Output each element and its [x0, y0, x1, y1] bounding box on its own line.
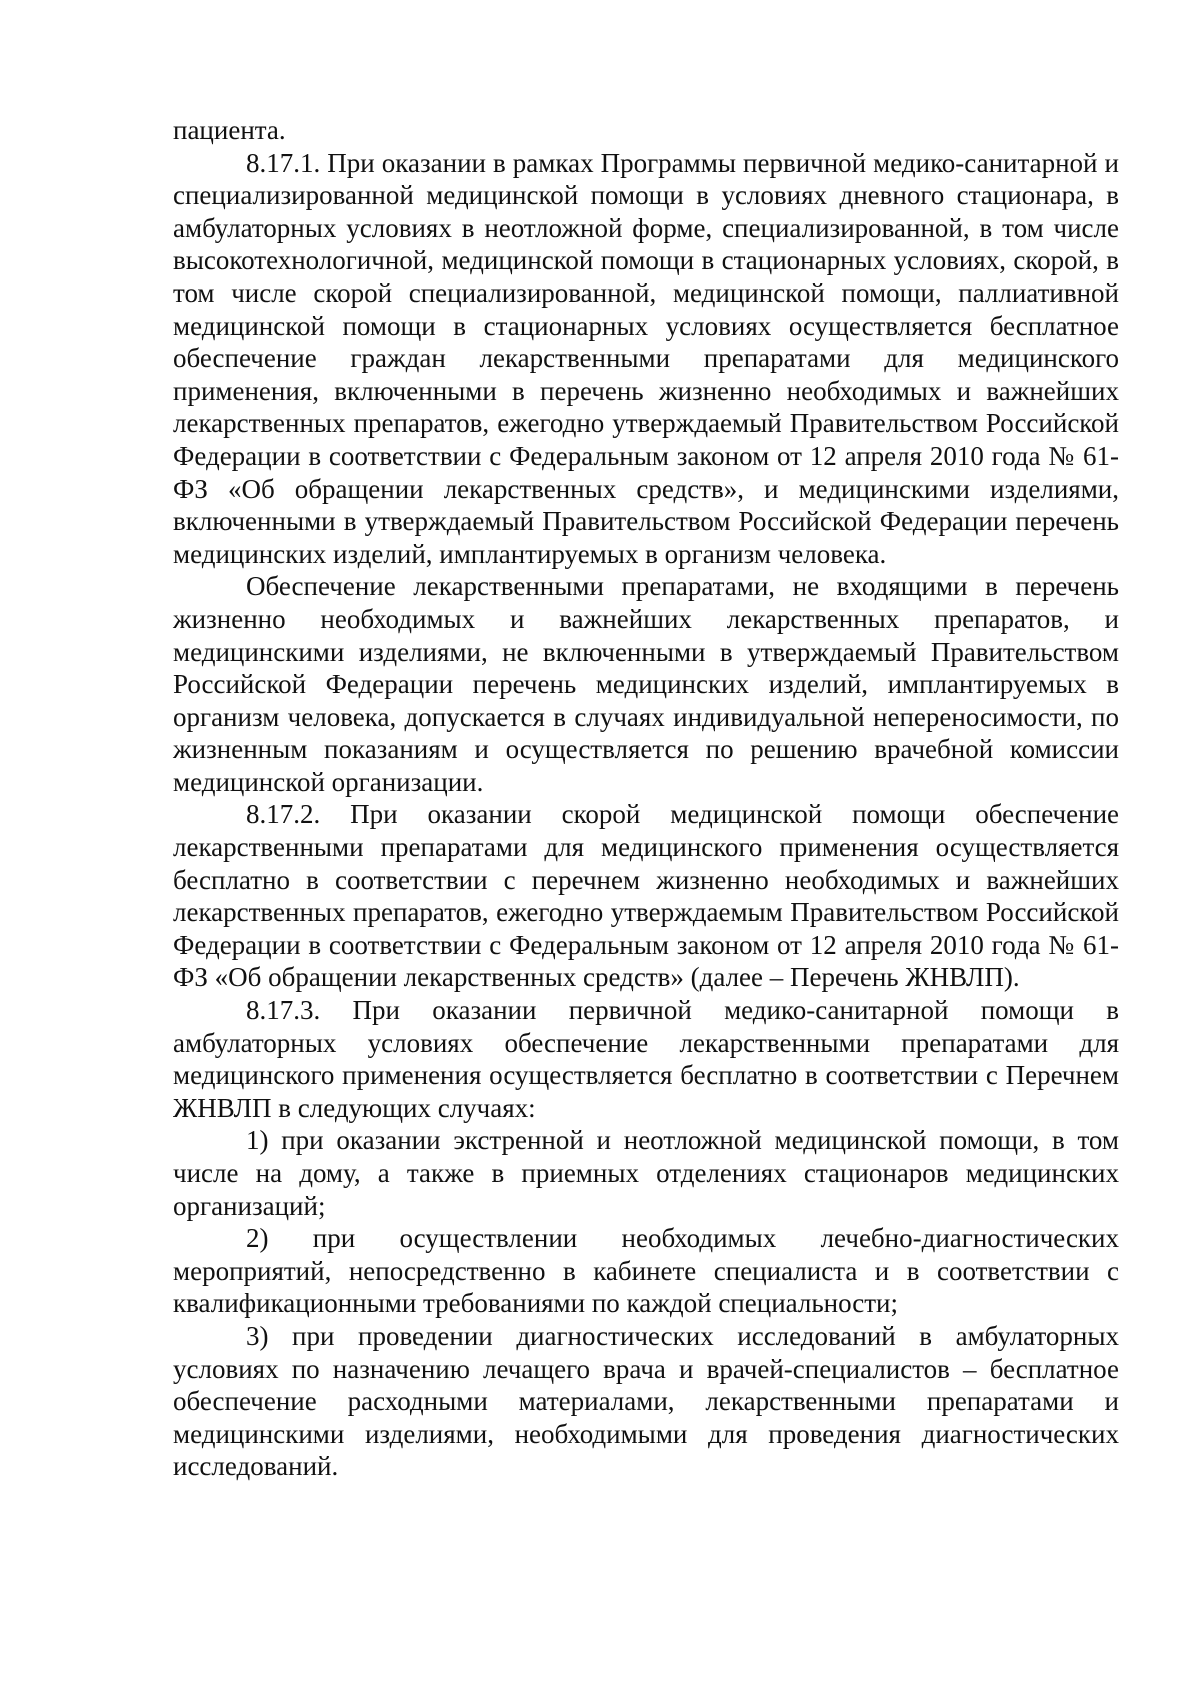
document-body: [173, 114, 1119, 1483]
list-item-3: 3) при проведении диагностических исследований в амбулаторных условиях по назначению лечащего врача и врачей-специалистов – бесплатное обеспечение расходными материалами, лекарственными препаратами и медицинскими изделиями, необходимыми для проведения диагностических исследований.: [173, 1320, 1119, 1482]
paragraph-8-17-3: 8.17.3. При оказании первичной медико-санитарной помощи в амбулаторных условиях обеспечение лекарственными препаратами для медицинского применения осуществляется бесплатно в соответствии с Перечнем ЖНВЛП в следующих случаях:: [173, 995, 1119, 1123]
list-item-2: 2) при осуществлении необходимых лечебно-диагностических мероприятий, непосредственно в кабинете специалиста и в соответствии с квалификационными требованиями по каждой специальности;: [173, 1223, 1119, 1319]
list-item-1: 1) при оказании экстренной и неотложной медицинской помощи, в том числе на дому, а также в приемных отделениях стационаров медицинских организаций;: [173, 1125, 1119, 1221]
paragraph-continuation: пациента.: [173, 115, 286, 145]
paragraph-8-17-2: 8.17.2. При оказании скорой медицинской помощи обеспечение лекарственными препаратами для медицинского применения осуществляется бесплатно в соответствии с перечнем жизненно необходимых и важнейших лекарственных препаратов, ежегодно утверждаемым Правительством Российской Федерации в соответствии с Федеральным законом от 12 апреля 2010 года № 61-ФЗ «Об обращении лекарственных средств» (далее – Перечень ЖНВЛП).: [173, 799, 1119, 993]
paragraph-8-17-1: 8.17.1. При оказании в рамках Программы первичной медико-санитарной и специализированной медицинской помощи в условиях дневного стационара, в амбулаторных условиях в неотложной форме, специализированной, в том числе высокотехнологичной, медицинской помощи в стационарных условиях, скорой, в том числе скорой специализированной, медицинской помощи, паллиативной медицинской помощи в стационарных условиях осуществляется бесплатное обеспечение граждан лекарственными препаратами для медицинского применения, включенными в перечень жизненно необходимых и важнейших лекарственных препаратов, ежегодно утверждаемый Правительством Российской Федерации в соответствии с Федеральным законом от 12 апреля 2010 года № 61-ФЗ «Об обращении лекарственных средств», и медицинскими изделиями, включенными в утверждаемый Правительством Российской Федерации перечень медицинских изделий, имплантируемых в организм человека.: [173, 147, 1119, 569]
paragraph-supply-exceptions: Обеспечение лекарственными препаратами, не входящими в перечень жизненно необходимых и важнейших лекарственных препаратов, и медицинскими изделиями, не включенными в утверждаемый Правительством Российской Федерации перечень медицинских изделий, имплантируемых в организм человека, допускается в случаях индивидуальной непереносимости, по жизненным показаниям и осуществляется по решению врачебной комиссии медицинской организации.: [173, 571, 1119, 797]
